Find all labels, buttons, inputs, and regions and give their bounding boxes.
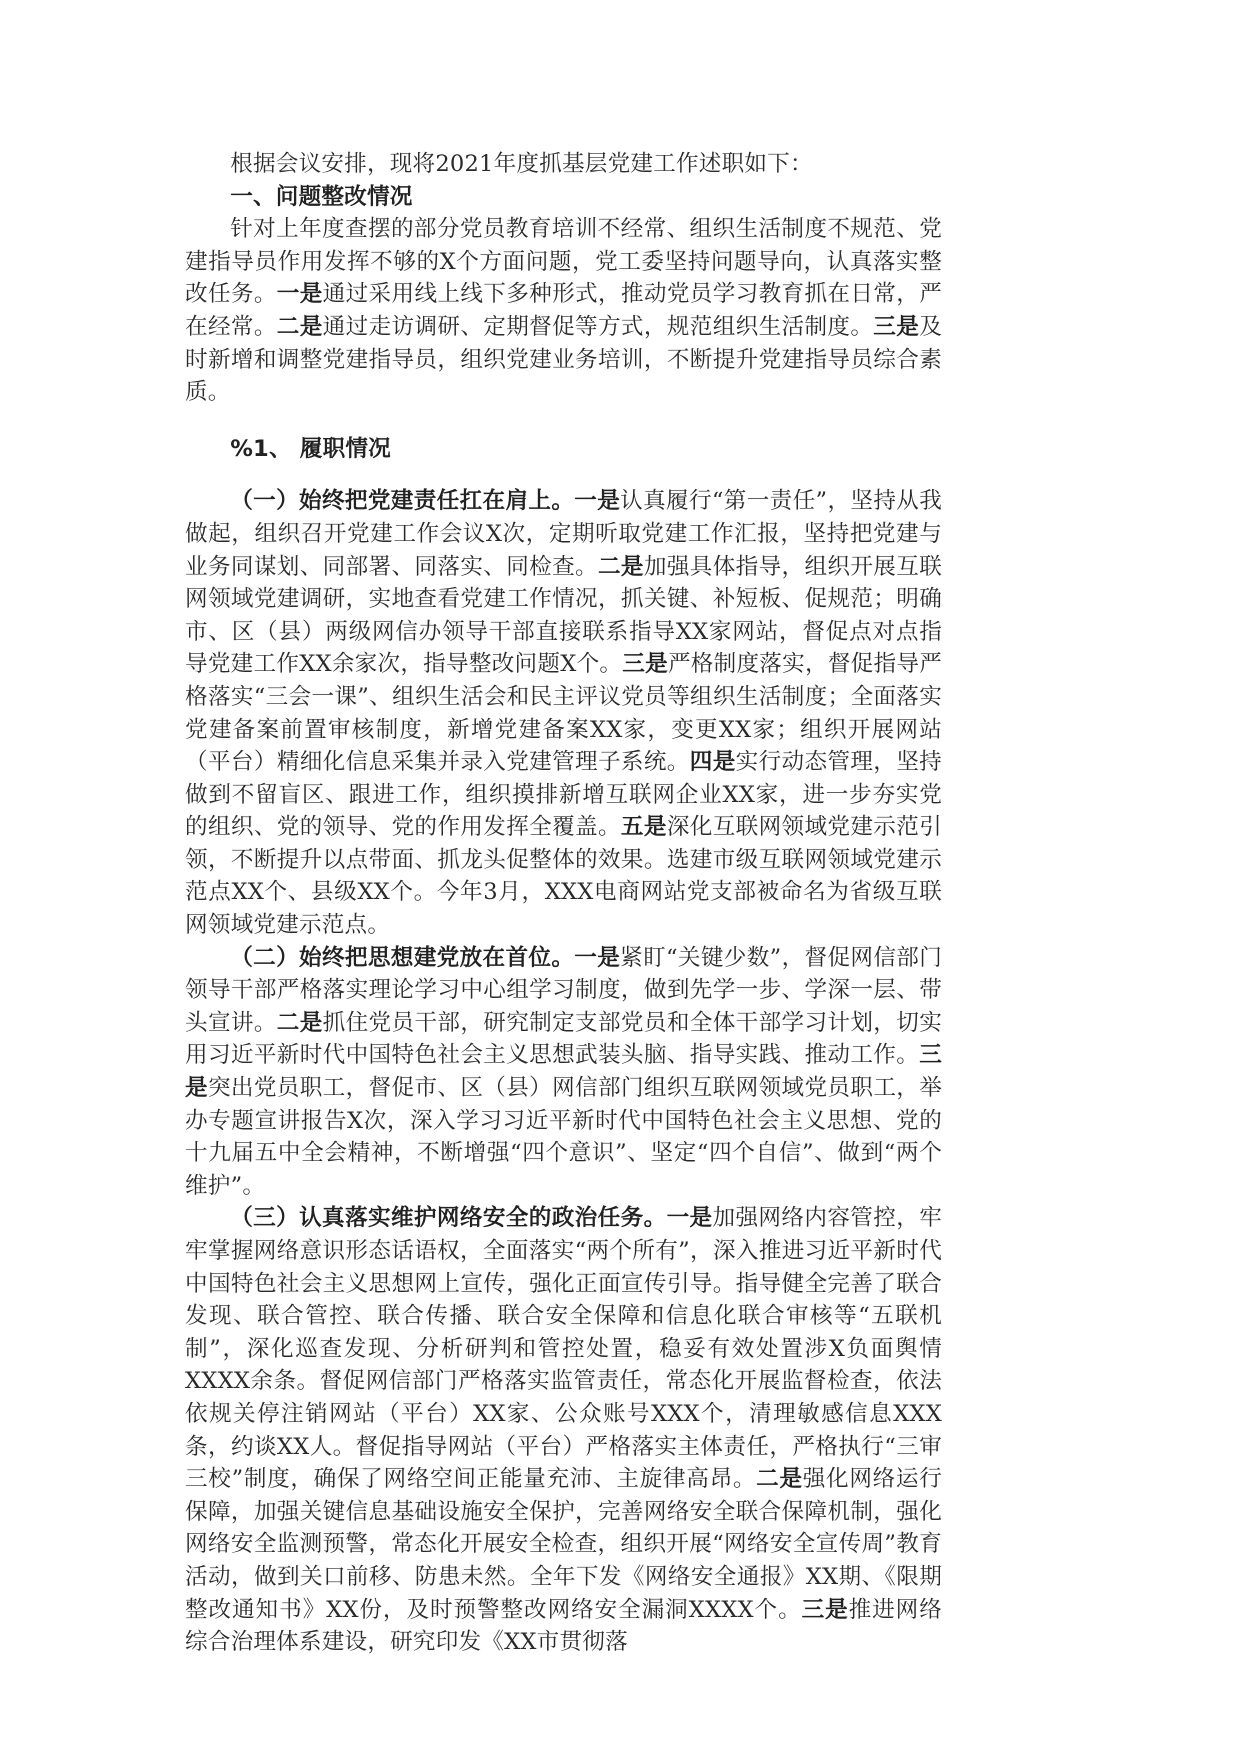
- subsection-title: （三）认真落实维护网络安全的政治任务。: [230, 1205, 667, 1232]
- item-text: 深化互联网领域党建示范引领，不断提升以点带面、抓龙头促整体的效果。选建市级互联网领域党建示范点XX个、县级XX个。今年3月，XXX电商网站党支部被命名为省级互联网领域党建示范点。: [185, 814, 942, 939]
- item-text: 严格制度落实，督促指导严格落实“三会一课”、组织生活会和民主评议党员等组织生活制度；全面落实党建备案前置审核制度，新增党建备案XX家，变更XX家；组织开展网站（平台）精细化信息采集并录入党建管理子系统。: [185, 651, 942, 776]
- section-heading-1: 一、问题整改情况: [230, 183, 413, 210]
- subsection-3-paragraph: [185, 1202, 942, 1658]
- item-label: 二是: [276, 313, 323, 340]
- item-label: 一是: [666, 1205, 713, 1232]
- item-label: 一是: [574, 944, 621, 971]
- section1-paragraph: [185, 213, 942, 409]
- item-text: 紧盯“关键少数”，督促网信部门领导干部严格落实理论学习中心组学习制度，做到先学一步、学深一层、带头宣讲。: [185, 944, 943, 1036]
- item-text: 抓住党员干部，研究制定支部党员和全体干部学习计划，切实用习近平新时代中国特色社会主义思想武装头脑、指导实践、推动工作。: [185, 1009, 942, 1069]
- item-text: 强化网络运行保障，加强关键信息基础设施安全保护，完善网络安全联合保障机制，强化网络安全监测预警，常态化开展安全检查，组织开展“网络安全宣传周”教育活动，做到关口前移、防患未然。全年下发《网络安全通报》XX期、《限期整改通知书》XX份，及时预警整改网络安全漏洞XXXX个。: [185, 1466, 942, 1623]
- intro-paragraph: 根据会议安排，现将2021年度抓基层党建工作述职如下：: [230, 151, 813, 177]
- item-text: 推进网络综合治理体系建设，研究印发《XX市贯彻落: [185, 1596, 942, 1656]
- item-text: 通过采用线上线下多种形式，推动党员学习教育抓在日常，严在经常。: [185, 281, 942, 340]
- item-label: 三是: [185, 1042, 942, 1102]
- item-text: 认真履行“第一责任”，坚持从我做起，组织召开党建工作会议X次，定期听取党建工作汇报，坚持把党建与业务同谋划、同部署、同落实、同检查。: [185, 488, 943, 580]
- item-label: 三是: [622, 651, 668, 678]
- item-label: 四是: [689, 749, 736, 776]
- item-text: 突出党员职工，督促市、区（县）网信部门组织互联网领域党员职工，举办专题宣讲报告X次，深入学习习近平新时代中国特色社会主义思想、党的十九届五中全会精神，不断增强“四个意识”、坚定“四个自信”、做到“两个维护”。: [185, 1075, 942, 1199]
- document-page: [185, 148, 942, 1659]
- item-label: 一是: [276, 281, 323, 308]
- subsection-2-paragraph: [185, 942, 942, 1203]
- subsection-title: （一）始终把党建责任扛在肩上。: [230, 488, 575, 515]
- subsection-title: （二）始终把思想建党放在首位。: [230, 944, 575, 971]
- item-text: 通过走访调研、定期督促等方式，规范组织生活制度。: [322, 313, 874, 340]
- item-text: 加强具体指导，组织开展互联网领域党建调研，实地查看党建工作情况，抓关键、补短板、促规范；明确市、区（县）两级网信办领导干部直接联系指导XX家网站，督促点对点指导党建工作XX余家次，指导整改问题X个。: [185, 553, 942, 678]
- item-label: 三是: [873, 313, 920, 340]
- item-label: 一是: [574, 488, 621, 515]
- item-label: 三是: [801, 1596, 849, 1623]
- item-label: 二是: [276, 1009, 323, 1036]
- item-text: 加强网络内容管控，牢牢掌握网络意识形态话语权，全面落实“两个所有”，深入推进习近平新时代中国特色社会主义思想网上宣传，强化正面宣传引导。指导健全完善了联合发现、联合管控、联合传播、联合安全保障和信息化联合审核等“五联机制”，深化巡查发现、分析研判和管控处置，稳妥有效处置涉X负面舆情XXXX余条。督促网信部门严格落实监管责任，常态化开展监督检查，依法依规关停注销网站（平台）XX家、公众账号XXX个，清理敏感信息XXX条，约谈XX人。督促指导网站（平台）严格落实主体责任，严格执行“三审三校”制度，确保了网络空间正能量充沛、主旋律高昂。: [185, 1205, 942, 1493]
- item-label: 二是: [597, 553, 644, 580]
- item-text: 实行动态管理，坚持做到不留盲区、跟进工作，组织摸排新增互联网企业XX家，进一步夯实党的组织、党的领导、党的作用发挥全覆盖。: [185, 749, 942, 841]
- item-text: 及时新增和调整党建指导员，组织党建业务培训，不断提升党建指导员综合素质。: [185, 313, 942, 406]
- section-heading-2: %1、 履职情况: [230, 435, 391, 462]
- subsection-1-paragraph: [185, 485, 942, 941]
- item-label: 二是: [756, 1466, 803, 1493]
- item-label: 五是: [620, 814, 667, 841]
- section1-lead: 针对上年度查摆的部分党员教育培训不经常、组织生活制度不规范、党建指导员作用发挥不够的X个方面问题，党工委坚持问题导向，认真落实整改任务。: [185, 216, 942, 308]
